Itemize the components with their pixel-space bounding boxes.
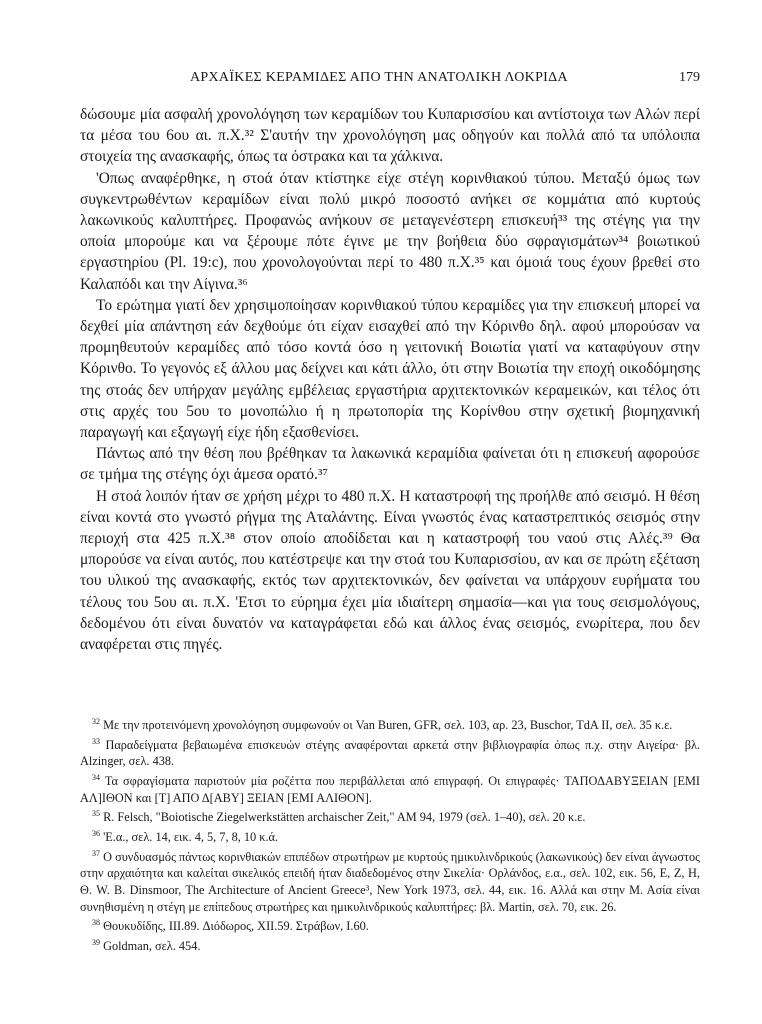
footnote-text: R. Felsch, "Boiotische Ziegelwerkstätten archaischer Zeit," AM 94, 1979 (σελ. 1–40), σελ. 20 κ.ε.: [103, 810, 586, 825]
paragraph: 'Οπως αναφέρθηκε, η στοά όταν κτίστηκε είχε στέγη κορινθιακού τύπου. Μεταξύ όμως των συγκεντρωθέντων κεραμίδων είναι πολύ μικρό ποσοστό ανήκει σε κομμάτια από κυρτούς λακωνικούς καλυπτήρες. Προφανώς ανήκουν σε μεταγενέστερη επισκευή³³ της στέγης για την οποία μπορούμε και να ξέρουμε πότε έγινε με την βοήθεια δύο σφραγισμάτων³⁴ βοιωτικού εργαστηρίου (Pl. 19:c), που χρονολογούνται περί το 480 π.Χ.³⁵ και όμοιά τους έχουν βρεθεί στο Καλαπόδι και την Αίγινα.³⁶: [80, 169, 700, 293]
paragraph: δώσουμε μία ασφαλή χρονολόγηση των κεραμίδων του Κυπαρισσίου και αντίστοιχα των Αλών περί τα μέσα του 6ου αι. π.Χ.³² Σ'αυτήν την χρονολόγηση μας οδηγούν και πολλά από τα υπόλοιπα στοιχεία της ανασκαφής, όπως τα όστρακα και τα χάλκινα.: [80, 106, 700, 166]
footnote: [80, 806, 700, 826]
footnotes: [80, 714, 700, 954]
running-header: [80, 70, 700, 90]
footnote-number: 34: [92, 772, 100, 782]
paragraph: Το ερώτημα γιατί δεν χρησιμοποίησαν κορινθιακού τύπου κεραμίδες για την επισκευή μπορεί να δεχθεί μία απάντηση εάν δεχθούμε ότι είχαν εισαχθεί από την Κόρινθο δηλ. αφού μπορούσαν να προμηθευτούν κεραμίδες από τόσο κοντά όσο η γειτονική Βοιωτία γιατί να καταφύγουν στην Κόρινθο. Το γεγονός εξ άλλου μας δείχνει και κάτι άλλο, ότι στην Βοιωτία την εποχή οικοδόμησης της στοάς δεν υπήρχαν μεγάλης εμβέλειας εργαστήρια αρχιτεκτονικών κεραμεικών, και τέλος ότι στις αρχές του 5ου το μονοπώλιο ή η πρωτοπορία της Κορίνθου στην σχετική βιομηχανική παραγωγή και εξαγωγή είχε ήδη εξασθενίσει.: [80, 296, 700, 442]
footnote: [80, 935, 700, 955]
footnote-number: 39: [92, 937, 100, 947]
running-title: ΑΡΧΑΪΚΕΣ ΚΕΡΑΜΙΔΕΣ ΑΠΟ ΤΗΝ ΑΝΑΤΟΛΙΚΗ ΛΟΚΡΙΔΑ: [190, 70, 568, 85]
footnote-text: Με την προτεινόμενη χρονολόγηση συμφωνούν οι Van Buren, GFR, σελ. 103, αρ. 23, Buschor, TdA II, σελ. 35 κ.ε.: [103, 718, 673, 733]
footnote-number: 38: [92, 918, 100, 928]
footnote: [80, 714, 700, 734]
footnote-text: Ο συνδυασμός πάντως κορινθιακών επιπέδων στρωτήρων με κυρτούς ημικυλινδρικούς (λακωνικούς) δεν είναι άγνωστος στην αρχαιότητα και καλείται σικελικός επειδή ήταν διαδεδομένος στην Σικελία· Ορλάνδος, ε.α., σελ. 102, εικ. 56, Ε, Ζ, Η, Θ. W. B. Dinsmoor, The Architecture of Ancient Greece³, New York 1973, σελ. 44, εικ. 16. Αλλά και στην Μ. Ασία είναι συνηθισμένη η στέγη με επίπεδους στρωτήρες και ημικυλινδρικούς καλυπτήρες: βλ. Martin, σελ. 70, εικ. 26.: [80, 849, 700, 914]
footnote-text: 'Ε.α., σελ. 14, εικ. 4, 5, 7, 8, 10 κ.ά.: [103, 830, 279, 845]
footnote: [80, 846, 700, 915]
paragraph: Η στοά λοιπόν ήταν σε χρήση μέχρι το 480 π.Χ. Η καταστροφή της προήλθε από σεισμό. Η θέση είναι κοντά στο γνωστό ρήγμα της Αταλάντης. Είναι γνωστός ένας καταστρεπτικός σεισμός στην περιοχή στα 425 π.Χ.³⁸ στον οποίο αποδίδεται και η καταστροφή του ναού στις Αλές.³⁹ Θα μπορούσε να είναι αυτός, που κατέστρεψε και την στοά του Κυπαρισσίου, αν και σε πρώτη εξέταση του υλικού της ανασκαφής, εκτός των αρχιτεκτονικών, δεν φαίνεται να υπάρχουν ευρήματα του τέλους του 5ου αι. π.Χ. 'Ετσι το εύρημα έχει μία ιδιαίτερη σημασία—και για τους σεισμολόγους, δεδομένου ότι είναι δυνατόν να καταγράφεται εδώ και άλλος ένας σεισμός, ενωρίτερα, που δεν αναφέρεται στις πηγές.: [80, 487, 700, 654]
paragraph: Πάντως από την θέση που βρέθηκαν τα λακωνικά κεραμίδια φαίνεται ότι η επισκευή αφορούσε σε τμήμα της στέγης όχι άμεσα ορατό.³⁷: [80, 445, 700, 484]
footnote-text: Παραδείγματα βεβαιωμένα επισκευών στέγης αναφέρονται αρκετά στην βιβλιογραφία όπως π.χ. στην Αιγείρα· βλ. Alzinger, σελ. 438.: [80, 737, 700, 769]
footnote-number: 37: [92, 848, 100, 858]
footnote-number: 36: [92, 828, 100, 838]
main-text: [80, 104, 700, 655]
footnote-text: Θουκυδίδης, III.89. Διόδωρος, XII.59. Στράβων, I.60.: [103, 919, 369, 934]
footnote-number: 33: [92, 736, 100, 746]
footnote-number: 32: [92, 717, 100, 726]
footnote: [80, 770, 700, 806]
footnote-text: Τα σφραγίσματα παριστούν μία ροζέττα που περιβάλλεται από επιγραφή. Οι επιγραφές· ΤΑΠΟΔΑΒΥΞΕΙΑΝ [ΕΜΙ ΑΛ]ΙΘΟΝ και [Τ] ΑΠΟ Δ[ΑΒΥ] ΞΕΙΑΝ [ΕΜΙ ΑΛΙΘΟΝ].: [80, 774, 700, 805]
footnote: [80, 826, 700, 846]
page-number: 179: [679, 70, 700, 85]
footnote: [80, 734, 700, 770]
footnote-number: 35: [92, 809, 100, 819]
footnote-text: Goldman, σελ. 454.: [103, 938, 201, 953]
footnote: [80, 915, 700, 935]
